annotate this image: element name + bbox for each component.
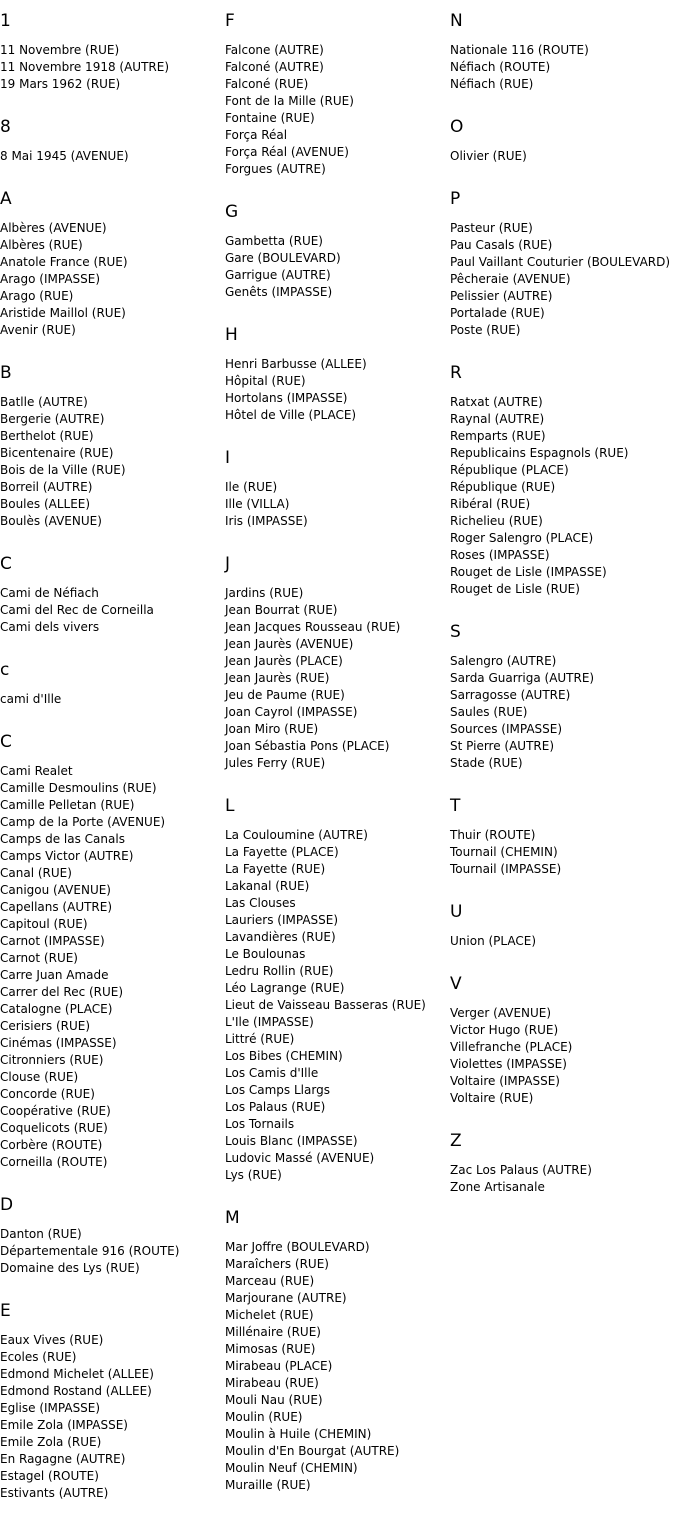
street-link[interactable]: Néfiach (RUE): [450, 77, 534, 91]
street-link[interactable]: Nationale 116 (ROUTE): [450, 43, 589, 57]
street-link[interactable]: Le Boulounas: [225, 947, 306, 961]
street-link[interactable]: Bergerie (AUTRE): [0, 412, 105, 426]
street-link[interactable]: Cami dels vivers: [0, 620, 100, 634]
street-link[interactable]: Edmond Michelet (ALLEE): [0, 1367, 154, 1381]
street-link[interactable]: Roses (IMPASSE): [450, 548, 550, 562]
street-link[interactable]: Capitoul (RUE): [0, 917, 88, 931]
street-link[interactable]: Ecoles (RUE): [0, 1350, 77, 1364]
section-letter-heading: I: [225, 448, 231, 468]
street-link[interactable]: Ratxat (AUTRE): [450, 395, 543, 409]
street-link[interactable]: Lieut de Vaisseau Basseras (RUE): [225, 998, 426, 1012]
street-link[interactable]: Carre Juan Amade: [0, 968, 109, 982]
street-link[interactable]: Coopérative (RUE): [0, 1104, 111, 1118]
letter-section: [225, 785, 447, 1184]
section-letter-heading: F: [225, 11, 235, 31]
street-link[interactable]: Camp de la Porte (AVENUE): [0, 815, 166, 829]
street-link[interactable]: Lys (RUE): [225, 1168, 282, 1182]
street-link[interactable]: Falconé (RUE): [225, 77, 309, 91]
street-link[interactable]: Emile Zola (RUE): [0, 1435, 102, 1449]
street-link[interactable]: Domaine des Lys (RUE): [0, 1261, 140, 1275]
street-link[interactable]: Stade (RUE): [450, 756, 523, 770]
street-link[interactable]: Camps Victor (AUTRE): [0, 849, 134, 863]
street-link[interactable]: Union (PLACE): [450, 934, 537, 948]
street-link[interactable]: Cami del Rec de Corneilla: [0, 603, 154, 617]
street-list: [0, 585, 222, 636]
street-link[interactable]: 19 Mars 1962 (RUE): [0, 77, 121, 91]
street-link[interactable]: Genêts (IMPASSE): [225, 285, 333, 299]
street-link[interactable]: Saules (RUE): [450, 705, 528, 719]
street-list: [0, 1226, 222, 1277]
street-link[interactable]: Bois de la Ville (RUE): [0, 463, 126, 477]
street-link[interactable]: Jeu de Paume (RUE): [225, 688, 345, 702]
street-list: [0, 1332, 222, 1502]
street-column-1: [0, 0, 222, 1515]
street-link[interactable]: Catalogne (PLACE): [0, 1002, 113, 1016]
street-list: [225, 42, 447, 178]
street-link[interactable]: Millénaire (RUE): [225, 1325, 321, 1339]
section-letter-heading: S: [450, 622, 461, 642]
street-link[interactable]: La Fayette (PLACE): [225, 845, 339, 859]
street-link[interactable]: République (RUE): [450, 480, 556, 494]
street-link[interactable]: Font de la Mille (RUE): [225, 94, 354, 108]
street-link[interactable]: Forgues (AUTRE): [225, 162, 326, 176]
street-link[interactable]: Paul Vaillant Couturier (BOULEVARD): [450, 255, 671, 269]
section-letter-heading: C: [0, 554, 12, 574]
letter-section: [450, 963, 672, 1107]
street-link[interactable]: Maraîchers (RUE): [225, 1257, 329, 1271]
section-letter-heading: c: [0, 660, 10, 680]
street-list: [225, 356, 447, 424]
street-link[interactable]: Léo Lagrange (RUE): [225, 981, 345, 995]
street-link[interactable]: Los Camps Llargs: [225, 1083, 330, 1097]
street-link[interactable]: Henri Barbusse (ALLEE): [225, 357, 367, 371]
street-link[interactable]: Néfiach (ROUTE): [450, 60, 551, 74]
street-link[interactable]: Joan Miro (RUE): [225, 722, 319, 736]
street-link[interactable]: Hôpital (RUE): [225, 374, 306, 388]
street-link[interactable]: Mimosas (RUE): [225, 1342, 316, 1356]
street-link[interactable]: Republicains Espagnols (RUE): [450, 446, 629, 460]
street-link[interactable]: Mirabeau (RUE): [225, 1376, 319, 1390]
section-letter-heading: M: [225, 1208, 240, 1228]
letter-section: [225, 437, 447, 530]
street-link[interactable]: Moulin d'En Bourgat (AUTRE): [225, 1444, 400, 1458]
street-link[interactable]: Albères (AVENUE): [0, 221, 107, 235]
street-link[interactable]: Eaux Vives (RUE): [0, 1333, 104, 1347]
street-link[interactable]: Joan Cayrol (IMPASSE): [225, 705, 358, 719]
street-link[interactable]: Capellans (AUTRE): [0, 900, 113, 914]
street-link[interactable]: Jean Jaurès (PLACE): [225, 654, 343, 668]
street-link[interactable]: Jean Jaurès (AVENUE): [225, 637, 354, 651]
street-link[interactable]: Roger Salengro (PLACE): [450, 531, 594, 545]
street-list: [0, 42, 222, 93]
street-link[interactable]: Boulès (AVENUE): [0, 514, 102, 528]
section-letter-heading: U: [450, 902, 463, 922]
letter-section: [450, 891, 672, 950]
section-letter-heading: P: [450, 189, 461, 209]
street-link[interactable]: Verger (AVENUE): [450, 1006, 552, 1020]
street-link[interactable]: Batlle (AUTRE): [0, 395, 88, 409]
street-link[interactable]: Eglise (IMPASSE): [0, 1401, 101, 1415]
street-link[interactable]: L'Ile (IMPASSE): [225, 1015, 314, 1029]
section-letter-heading: R: [450, 363, 462, 383]
letter-section: [0, 721, 222, 1171]
street-link[interactable]: Canigou (AVENUE): [0, 883, 111, 897]
street-link[interactable]: Canal (RUE): [0, 866, 72, 880]
street-link[interactable]: Estivants (AUTRE): [0, 1486, 109, 1500]
street-link[interactable]: Mar Joffre (BOULEVARD): [225, 1240, 370, 1254]
street-list: [450, 827, 672, 878]
street-link[interactable]: Pau Casals (RUE): [450, 238, 553, 252]
street-list: [450, 653, 672, 772]
street-link[interactable]: Pelissier (AUTRE): [450, 289, 553, 303]
street-link[interactable]: Pêcheraie (AVENUE): [450, 272, 571, 286]
section-letter-heading: E: [0, 1301, 11, 1321]
street-link[interactable]: Força Réal (AVENUE): [225, 145, 349, 159]
letter-section: [0, 352, 222, 530]
street-list: [0, 763, 222, 1171]
street-link[interactable]: Pasteur (RUE): [450, 221, 533, 235]
street-list: [225, 479, 447, 530]
street-link[interactable]: Poste (RUE): [450, 323, 521, 337]
street-link[interactable]: Emile Zola (IMPASSE): [0, 1418, 128, 1432]
street-link[interactable]: Villefranche (PLACE): [450, 1040, 573, 1054]
street-link[interactable]: Lakanal (RUE): [225, 879, 310, 893]
street-list: [450, 1005, 672, 1107]
street-link[interactable]: Joan Sébastia Pons (PLACE): [225, 739, 390, 753]
street-link[interactable]: Cami Realet: [0, 764, 73, 778]
street-link[interactable]: Tournail (IMPASSE): [450, 862, 562, 876]
street-link[interactable]: St Pierre (AUTRE): [450, 739, 555, 753]
letter-section: [450, 785, 672, 878]
letter-section: [225, 0, 447, 178]
letter-section: [0, 1184, 222, 1277]
street-link[interactable]: Los Bibes (CHEMIN): [225, 1049, 343, 1063]
street-link[interactable]: Ille (VILLA): [225, 497, 290, 511]
street-link[interactable]: Edmond Rostand (ALLEE): [0, 1384, 152, 1398]
letter-section: [0, 543, 222, 636]
street-link[interactable]: Hôtel de Ville (PLACE): [225, 408, 357, 422]
section-letter-heading: 8: [0, 117, 11, 137]
street-link[interactable]: Iris (IMPASSE): [225, 514, 308, 528]
street-link[interactable]: Voltaire (RUE): [450, 1091, 534, 1105]
street-link[interactable]: Camille Desmoulins (RUE): [0, 781, 157, 795]
letter-section: [0, 649, 222, 708]
street-link[interactable]: La Fayette (RUE): [225, 862, 326, 876]
street-link[interactable]: Richelieu (RUE): [450, 514, 543, 528]
street-link[interactable]: Raynal (AUTRE): [450, 412, 545, 426]
street-link[interactable]: La Couloumine (AUTRE): [225, 828, 368, 842]
street-link[interactable]: Jules Ferry (RUE): [225, 756, 326, 770]
street-link[interactable]: Citronniers (RUE): [0, 1053, 104, 1067]
street-link[interactable]: Michelet (RUE): [225, 1308, 314, 1322]
section-letter-heading: O: [450, 117, 464, 137]
letter-section: [450, 352, 672, 598]
section-letter-heading: B: [0, 363, 12, 383]
street-link[interactable]: Moulin (RUE): [225, 1410, 303, 1424]
street-link[interactable]: Albères (RUE): [0, 238, 83, 252]
section-letter-heading: J: [225, 554, 231, 574]
street-link[interactable]: Falcone (AUTRE): [225, 43, 324, 57]
street-link[interactable]: En Ragagne (AUTRE): [0, 1452, 126, 1466]
letter-section: [450, 178, 672, 339]
street-link[interactable]: Arago (IMPASSE): [0, 272, 101, 286]
street-link[interactable]: Coquelicots (RUE): [0, 1121, 108, 1135]
street-link[interactable]: Los Palaus (RUE): [225, 1100, 326, 1114]
street-link[interactable]: Estagel (ROUTE): [0, 1469, 99, 1483]
street-link[interactable]: Voltaire (IMPASSE): [450, 1074, 560, 1088]
street-link[interactable]: Camps de las Canals: [0, 832, 125, 846]
street-link[interactable]: Violettes (IMPASSE): [450, 1057, 567, 1071]
street-link[interactable]: Clouse (RUE): [0, 1070, 79, 1084]
section-letter-heading: N: [450, 11, 463, 31]
letter-section: [450, 611, 672, 772]
street-list: [450, 933, 672, 950]
street-link[interactable]: Gambetta (RUE): [225, 234, 323, 248]
street-link[interactable]: Remparts (RUE): [450, 429, 546, 443]
street-list: [225, 1239, 447, 1494]
street-link[interactable]: Olivier (RUE): [450, 149, 527, 163]
street-list: [0, 691, 222, 708]
letter-section: [450, 0, 672, 93]
street-link[interactable]: Bicentenaire (RUE): [0, 446, 114, 460]
street-link[interactable]: Carnot (IMPASSE): [0, 934, 105, 948]
street-link[interactable]: Jean Jaurès (RUE): [225, 671, 330, 685]
street-link[interactable]: Los Camis d'Ille: [225, 1066, 319, 1080]
street-link[interactable]: Berthelot (RUE): [0, 429, 94, 443]
street-link[interactable]: Mouli Nau (RUE): [225, 1393, 323, 1407]
street-link[interactable]: Louis Blanc (IMPASSE): [225, 1134, 358, 1148]
street-link[interactable]: 8 Mai 1945 (AVENUE): [0, 149, 129, 163]
street-link[interactable]: Cinémas (IMPASSE): [0, 1036, 117, 1050]
street-link[interactable]: Sarragosse (AUTRE): [450, 688, 571, 702]
street-link[interactable]: cami d'Ille: [0, 692, 62, 706]
section-letter-heading: G: [225, 202, 239, 222]
street-link[interactable]: Ludovic Massé (AVENUE): [225, 1151, 375, 1165]
street-list: [450, 148, 672, 165]
street-link[interactable]: Marceau (RUE): [225, 1274, 315, 1288]
street-list: [0, 148, 222, 165]
street-list: [450, 42, 672, 93]
section-letter-heading: H: [225, 325, 238, 345]
letter-section: [225, 314, 447, 424]
street-link[interactable]: Hortolans (IMPASSE): [225, 391, 348, 405]
street-link[interactable]: Victor Hugo (RUE): [450, 1023, 559, 1037]
street-column-3: [450, 0, 672, 1209]
street-link[interactable]: Cami de Néfiach: [0, 586, 99, 600]
street-link[interactable]: Thuir (ROUTE): [450, 828, 536, 842]
street-link[interactable]: Départementale 916 (ROUTE): [0, 1244, 180, 1258]
street-link[interactable]: Força Réal: [225, 128, 288, 142]
street-link[interactable]: 11 Novembre 1918 (AUTRE): [0, 60, 170, 74]
street-list: [0, 394, 222, 530]
street-link[interactable]: Los Tornails: [225, 1117, 295, 1131]
street-link[interactable]: Danton (RUE): [0, 1227, 82, 1241]
section-letter-heading: Z: [450, 1131, 462, 1151]
street-link[interactable]: Salengro (AUTRE): [450, 654, 557, 668]
street-link[interactable]: Corbère (ROUTE): [0, 1138, 103, 1152]
street-link[interactable]: Boules (ALLEE): [0, 497, 91, 511]
letter-section: [450, 1120, 672, 1196]
letter-section: [450, 106, 672, 165]
street-link[interactable]: Sarda Guarriga (AUTRE): [450, 671, 595, 685]
street-link[interactable]: Sources (IMPASSE): [450, 722, 563, 736]
street-link[interactable]: Lavandières (RUE): [225, 930, 336, 944]
section-letter-heading: L: [225, 796, 235, 816]
section-letter-heading: 1: [0, 11, 11, 31]
street-link[interactable]: Corneilla (ROUTE): [0, 1155, 108, 1169]
street-link[interactable]: Zone Artisanale: [450, 1180, 545, 1194]
section-letter-heading: V: [450, 974, 462, 994]
street-link[interactable]: Borreil (AUTRE): [0, 480, 93, 494]
street-link[interactable]: Lauriers (IMPASSE): [225, 913, 339, 927]
street-link[interactable]: Camille Pelletan (RUE): [0, 798, 135, 812]
street-link[interactable]: Concorde (RUE): [0, 1087, 95, 1101]
letter-section: [0, 1290, 222, 1502]
section-letter-heading: T: [450, 796, 461, 816]
street-link[interactable]: Ile (RUE): [225, 480, 278, 494]
street-link[interactable]: République (PLACE): [450, 463, 569, 477]
street-link[interactable]: Moulin à Huile (CHEMIN): [225, 1427, 372, 1441]
street-link[interactable]: Zac Los Palaus (AUTRE): [450, 1163, 592, 1177]
street-link[interactable]: Cerisiers (RUE): [0, 1019, 91, 1033]
street-link[interactable]: Rouget de Lisle (RUE): [450, 582, 580, 596]
street-link[interactable]: Anatole France (RUE): [0, 255, 128, 269]
street-link[interactable]: Portalade (RUE): [450, 306, 545, 320]
street-link[interactable]: Ledru Rollin (RUE): [225, 964, 334, 978]
street-link[interactable]: 11 Novembre (RUE): [0, 43, 120, 57]
letter-section: [0, 106, 222, 165]
street-link[interactable]: Gare (BOULEVARD): [225, 251, 341, 265]
letter-section: [225, 543, 447, 772]
street-link[interactable]: Mirabeau (PLACE): [225, 1359, 333, 1373]
street-link[interactable]: Moulin Neuf (CHEMIN): [225, 1461, 358, 1475]
street-list: [225, 233, 447, 301]
street-link[interactable]: Jardins (RUE): [225, 586, 304, 600]
street-link[interactable]: Muraille (RUE): [225, 1478, 311, 1492]
letter-section: [225, 191, 447, 301]
street-link[interactable]: Las Clouses: [225, 896, 296, 910]
street-link[interactable]: Ribéral (RUE): [450, 497, 531, 511]
street-list: [225, 585, 447, 772]
street-link[interactable]: Arago (RUE): [0, 289, 74, 303]
street-link[interactable]: Marjourane (AUTRE): [225, 1291, 347, 1305]
street-link[interactable]: Rouget de Lisle (IMPASSE): [450, 565, 607, 579]
street-link[interactable]: Jean Bourrat (RUE): [225, 603, 338, 617]
section-letter-heading: D: [0, 1195, 14, 1215]
street-link[interactable]: Aristide Maillol (RUE): [0, 306, 126, 320]
street-link[interactable]: Avenir (RUE): [0, 323, 76, 337]
street-column-2: [225, 0, 447, 1507]
street-list: [450, 220, 672, 339]
street-list: [450, 394, 672, 598]
street-link[interactable]: Carrer del Rec (RUE): [0, 985, 124, 999]
street-link[interactable]: Falconé (AUTRE): [225, 60, 324, 74]
street-link[interactable]: Garrigue (AUTRE): [225, 268, 331, 282]
section-letter-heading: A: [0, 189, 12, 209]
section-letter-heading: C: [0, 732, 12, 752]
street-link[interactable]: Jean Jacques Rousseau (RUE): [225, 620, 401, 634]
letter-section: [0, 0, 222, 93]
letter-section: [0, 178, 222, 339]
street-list: [225, 827, 447, 1184]
street-link[interactable]: Tournail (CHEMIN): [450, 845, 558, 859]
street-link[interactable]: Fontaine (RUE): [225, 111, 315, 125]
letter-section: [225, 1197, 447, 1494]
street-list: [0, 220, 222, 339]
street-link[interactable]: Carnot (RUE): [0, 951, 78, 965]
street-list: [450, 1162, 672, 1196]
street-link[interactable]: Littré (RUE): [225, 1032, 295, 1046]
